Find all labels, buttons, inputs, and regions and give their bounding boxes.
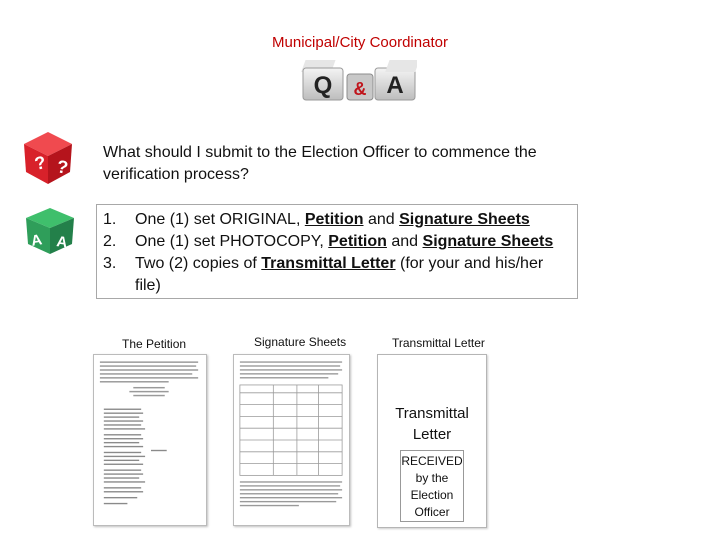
qa-dice-logo <box>301 56 417 102</box>
question-text: What should I submit to the Election Officer to commence the verification process? <box>103 144 537 183</box>
answer-text: Two (2) copies of <box>135 255 262 272</box>
petition-term: Petition <box>328 233 387 250</box>
logo-ampersand: & <box>353 79 367 99</box>
logo-letter-a: A <box>386 72 404 99</box>
signature-sheets-document-thumbnail <box>233 354 350 526</box>
red-dice-glyph-right: ? <box>55 156 70 178</box>
transmittal-letter-term: Transmittal Letter <box>261 255 396 272</box>
red-question-dice-icon <box>18 128 78 188</box>
answer-list <box>103 209 571 297</box>
green-dice-glyph-left: A <box>29 231 44 250</box>
transmittal-letter-document <box>377 354 487 528</box>
green-dice-glyph-right: A <box>55 233 69 252</box>
answer-item-3 <box>103 253 571 297</box>
petition-caption: The Petition <box>122 337 187 351</box>
signature-table <box>240 385 342 475</box>
answer-item-1 <box>103 209 571 231</box>
answer-connector: and <box>363 211 400 228</box>
logo-letter-q: Q <box>313 72 333 99</box>
received-stamp <box>400 450 464 522</box>
answer-number: 2. <box>103 233 117 250</box>
stamp-line-4: Officer <box>414 505 450 519</box>
answer-box <box>96 204 578 299</box>
answer-item-2 <box>103 231 571 253</box>
answer-number: 1. <box>103 211 117 228</box>
answer-text: One (1) set PHOTOCOPY, <box>135 233 329 250</box>
red-dice-glyph-left: ? <box>32 152 48 174</box>
slide-title: Municipal/City Coordinator <box>272 34 448 51</box>
answer-number: 3. <box>103 255 117 272</box>
signature-sheets-term: Signature Sheets <box>422 233 554 250</box>
green-answer-dice-icon <box>22 204 78 258</box>
answer-text: One (1) set ORIGINAL, <box>135 211 305 228</box>
transmittal-heading-line2: Letter <box>412 426 452 443</box>
answer-suffix: (for your and his/her file) <box>135 255 544 294</box>
stamp-line-2: by the <box>415 471 449 485</box>
stamp-line-1: RECEIVED <box>401 454 463 468</box>
signature-sheets-caption: Signature Sheets <box>254 335 347 349</box>
answer-connector: and <box>386 233 423 250</box>
stamp-line-3: Election <box>410 488 454 502</box>
transmittal-letter-caption: Transmittal Letter <box>392 336 485 350</box>
petition-term: Petition <box>304 211 364 228</box>
transmittal-heading-line1: Transmittal <box>395 405 469 422</box>
petition-document-thumbnail <box>93 354 207 526</box>
petition-list-lines <box>104 409 167 505</box>
signature-sheets-term: Signature Sheets <box>399 211 530 228</box>
transmittal-heading <box>378 403 486 445</box>
